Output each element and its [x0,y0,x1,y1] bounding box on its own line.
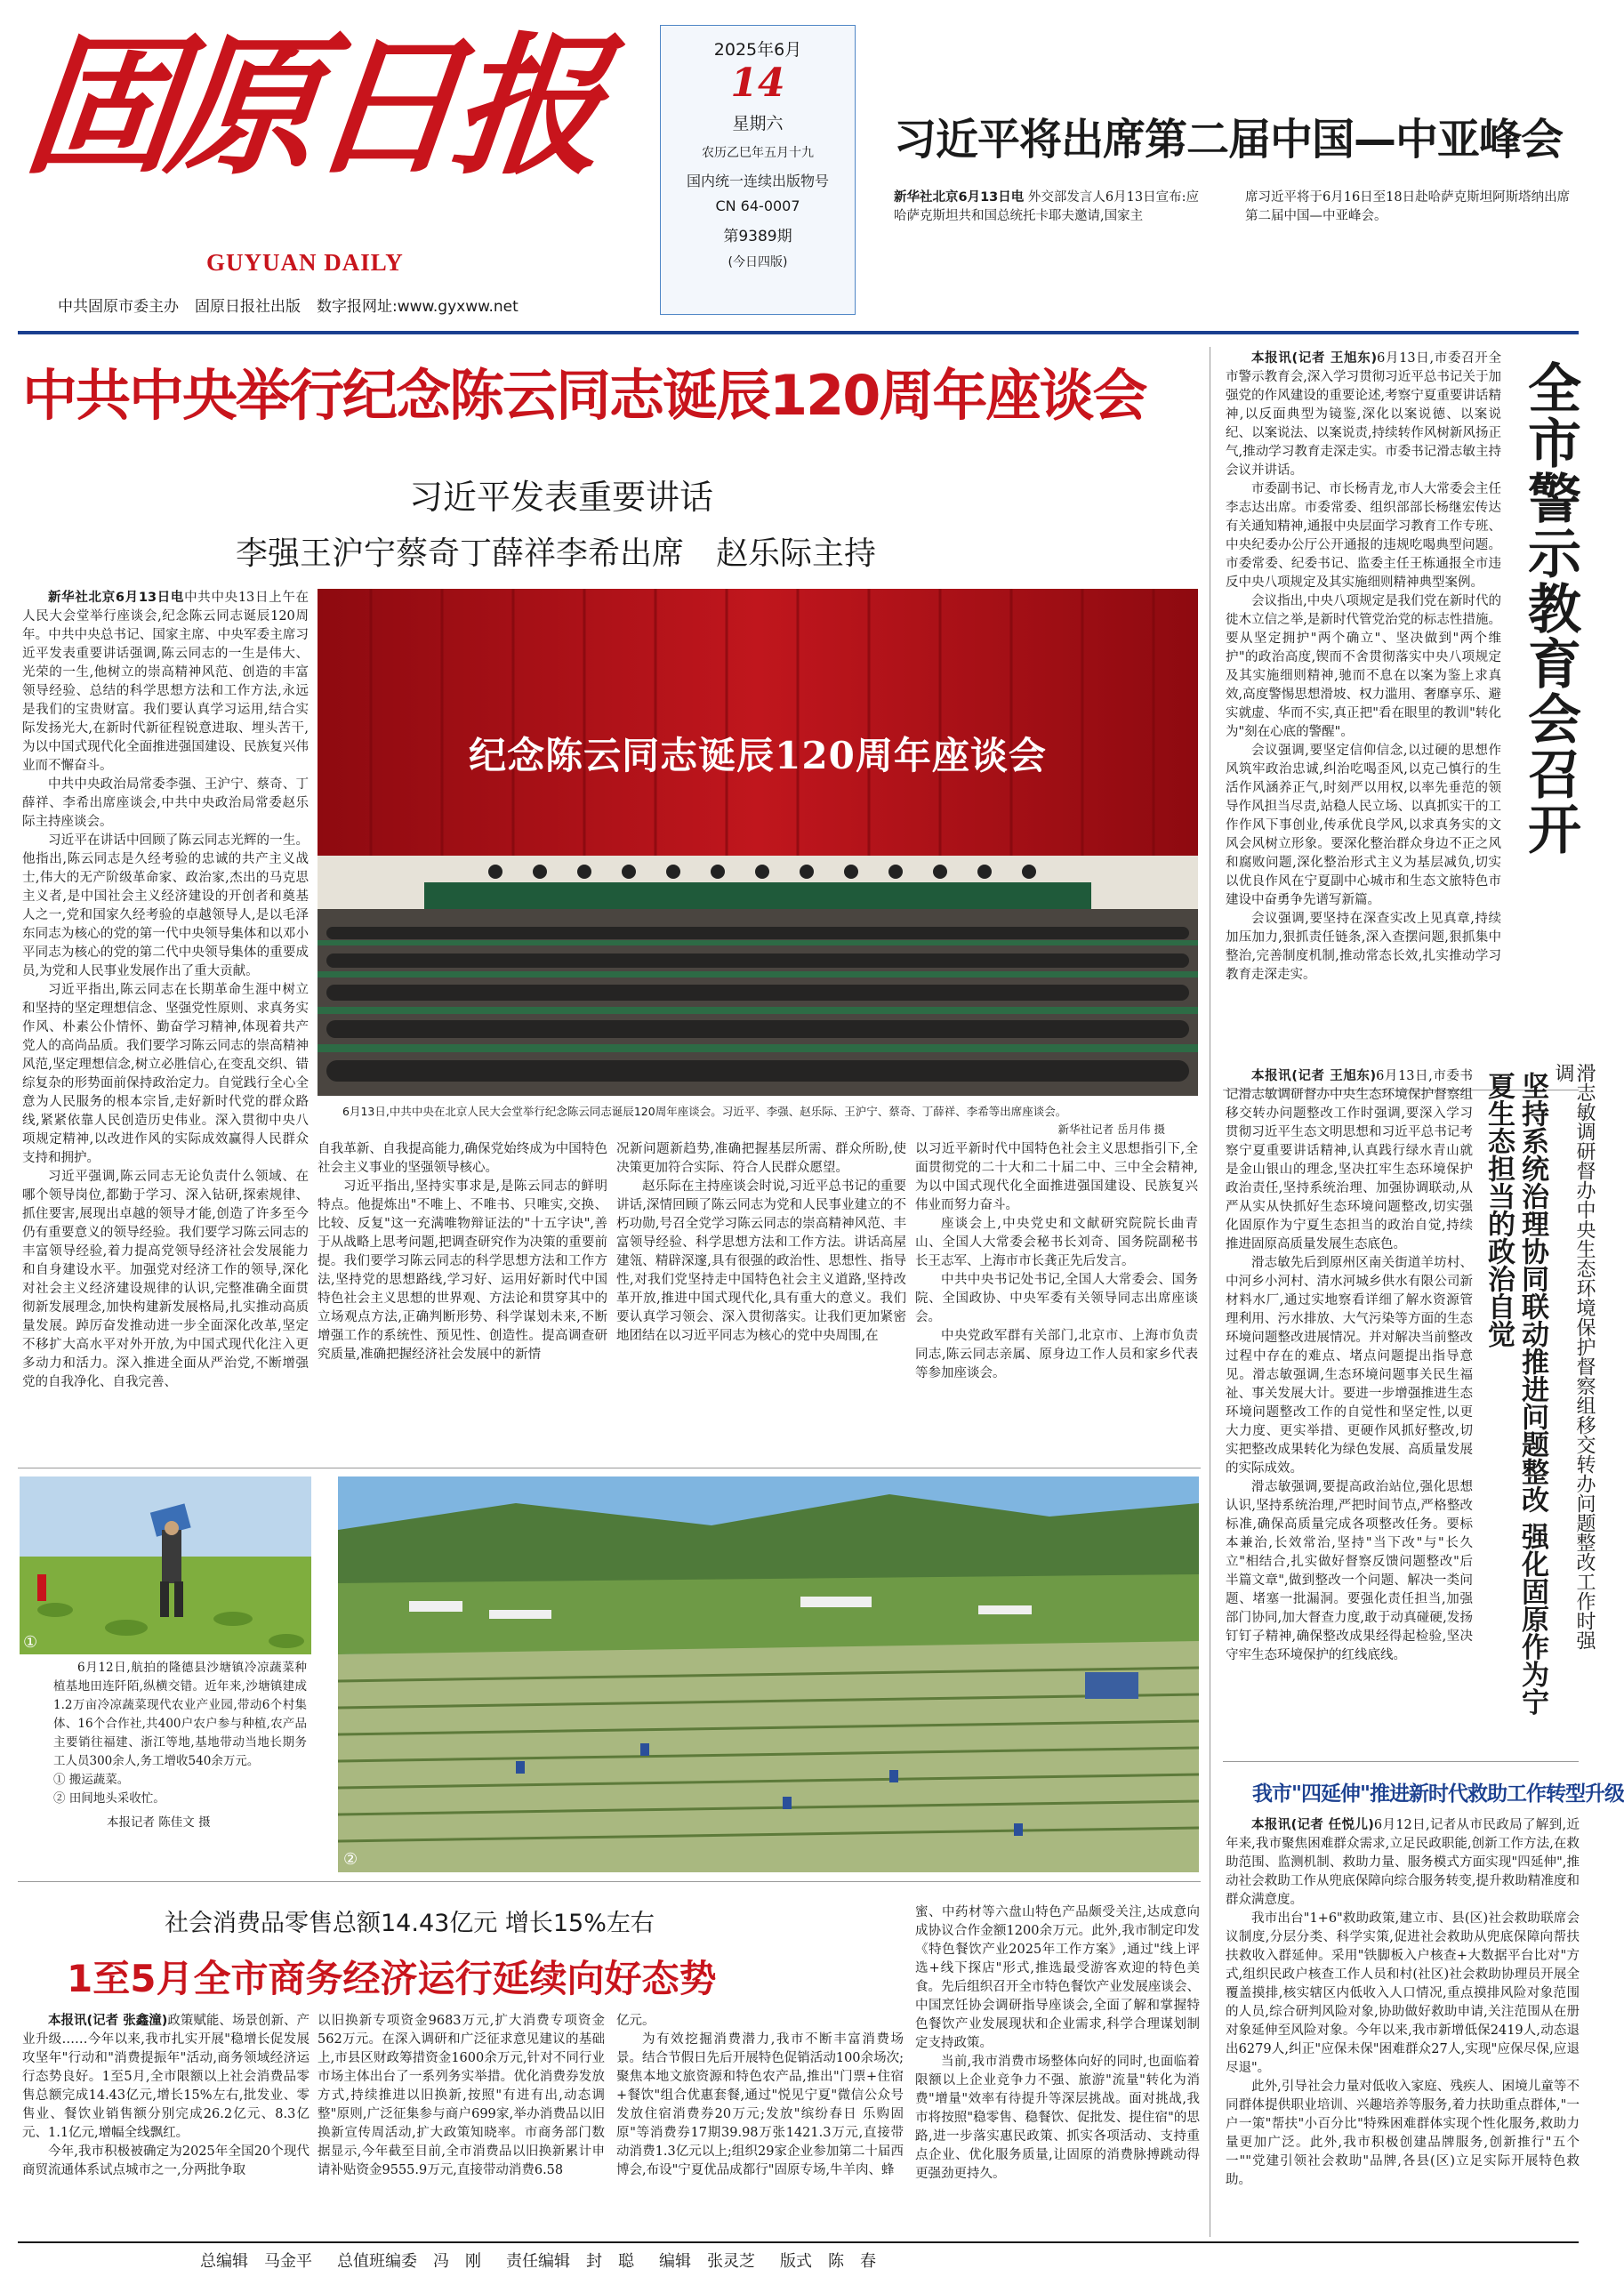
right-story-para: 市委副书记、市长杨青龙,市人大常委会主任李志达出席。市委常委、组织部部长杨继宏传达有关通知精神,通报中央层面学习教育工作专班、中央纪委办公厅公开通报的违规吃喝典型问题。市委常委、纪委书记、监委主任王栋通报全市违反中央八项规定及其实施细则精神典型案例。 [1226,482,1501,590]
english-name: GUYUAN DAILY [206,249,404,276]
photo-banner-text: 纪念陈云同志诞辰120周年座谈会 [469,734,1047,777]
bottom-story-para: 当前,我市消费市场整体向好的同时,也面临着限额以上企业竞争力不强、旅游"流量"转化为消费"增量"效率有待提升等深层挑战。面对挑战,我市将按照"稳零售、稳餐饮、促批发、提住宿"的思路,进一步落实惠民政策、抓实各项活动、支持重点企业、优化服务质量,让固原的消费脉搏跳动得更强劲更持久。 [915,2055,1200,2181]
main-story-para: 习近平指出,坚持实事求是,是陈云同志的鲜明特点。他提炼出"不唯上、不唯书、只唯实,交换、比较、反复"这一充满唯物辩证法的"十五字诀",善于从战略上思考问题,把调查研究作为决策的重要前提。我们要学习陈云同志的科学思想方法和工作方法,坚持党的思想路线,学习好、运用好新时代中国特色社会主义思想的世界观、方法论和贯穿其中的立场观点方法,正确判断形势、科学谋划未来,不断增强工作的系统性、预见性、创造性。提高调查研究质量,准确把握经济社会发展中的新情 [318,1179,607,1362]
date-box [660,25,856,315]
second-right-kicker: 滑志敏调研督办中央生态环境保护督察组移交转办问题整改工作时强调 [1552,1063,1596,1650]
footer-rule [18,2241,1579,2243]
main-story-source: 新华社北京6月13日电 [48,591,185,605]
right-story-para: 本报讯(记者 王旭东)6月13日,市委召开全市警示教育会,深入学习贯彻习近平总书记关于加强党的作风建设的重要论述,考察宁夏重要讲话精神,以反面典型为镜鉴,深化以案说德、以案说纪、以案说法、以案说责,持续转作风树新风扬正气,推动学习教育走深走实。市委书记滑志敏主持会议并讲话。 [1226,351,1501,478]
newspaper-logo: 固原日报 [17,18,606,196]
main-story-col1 [22,589,309,1389]
second-right-text [1226,1067,1473,1770]
top-news-headline[interactable]: 习近平将出席第二届中国—中亚峰会 [894,115,1564,165]
bottom-story-para: 亿元。 [616,2014,655,2028]
right-story-text [1226,350,1501,1083]
bottom-story-col1 [22,2012,310,2233]
date-weekday: 星期六 [732,114,784,133]
main-story-para: 自我革新、自我提高能力,确保党始终成为中国特色社会主义事业的坚强领导核心。 [318,1142,607,1175]
aerial-vegetable-field [338,1476,1199,1872]
bottom-story-para: 以旧换新专项资金9683万元,扩大消费专项资金562万元。在深入调研和广泛征求意见建议的基础上,市县区财政筹措资金1600余万元,针对不同行业市场主体出台了一系列务实举措。优化消费券发放方式,持续推进以旧换新,按照"有进有出,动态调整"原则,广泛征集参与商户699家,举办消费品以旧换新宣传周活动,扩大政策知晓率。市商务部门数据显示,今年截至目前,全市消费品以旧换新累计申请补贴资金9555.9万元,直接带动消费6.58 [318,2014,605,2177]
photo-caption-item-1: ① 搬运蔬菜。 [53,1773,130,1787]
photo-caption-item-2: ② 田间地头采收忙。 [53,1791,165,1806]
main-story-col2 [318,1140,607,1496]
footer-credit: 责任编辑 封 聪 [506,2252,634,2271]
date-issue: 第9389期 [723,228,792,245]
right-story-para: 会议指出,中央八项规定是我们党在新时代的徙木立信之举,是新时代管党治党的标志性措施。要从坚定拥护"两个确立"、坚决做到"两个维护"的政治高度,锲而不舍贯彻落实中央八项规定及其实施细则精神,驰而不息在以案为鉴上求真效,高度警惕思想滑坡、权力滥用、奢靡享乐、避实就虚、华而不实,真正把"看在眼里的教训"转化为"刻在心底的警醒"。 [1226,594,1501,739]
masthead-credits [58,294,627,316]
second-right-source: 本报讯(记者 王旭东) [1251,1069,1377,1083]
photo-credit: 本报记者 陈佳文 摄 [107,1815,211,1830]
farm-photo-2 [338,1476,1199,1872]
main-story-para: 以习近平新时代中国特色社会主义思想指引下,全面贯彻党的二十大和二十届二中、三中全会精神,为以中国式现代化全面推进强国建设、民族复兴伟业而努力奋斗。 [915,1142,1198,1212]
masthead [0,0,1593,329]
second-right-para: 滑志敏先后到原州区南关街道羊坊村、中河乡小河村、清水河城乡供水有限公司新材料水厂,通过实地察看详细了解水资源管理利用、污水排放、大气污染等方面的生态环境问题整改进展情况。并对解决当前整改过程中存在的难点、堵点问题提出指导意见。滑志敏强调,生态环境问题事关民生福祉、事关发展大计。要进一步增强推进生态环境问题整改工作的自觉性和坚定性,以更大力度、更实举措、更硬作风抓好整改,切实把整改成果转化为绿色发展、高质量发展的实际成效。 [1226,1256,1473,1476]
main-story-para: 座谈会上,中央党史和文献研究院院长曲青山、全国人大常委会秘书长刘奇、国务院副秘书长王志军、上海市市长龚正先后发言。 [915,1217,1198,1268]
publisher: 固原日报社出版 [195,298,301,316]
footer-credit: 总值班编委 冯 刚 [337,2252,481,2271]
third-right-para: 此外,引导社会力量对低收入家庭、残疾人、困境儿童等不同群体提供职业培训、兴趣培养等服务,着力扶助重点群体,"一户一策"帮扶"小百分比"特殊困难群体实现个性化服务,救助力量更加广泛。此外,我市积极创建品牌服务,创新推行"五个一""党建引领社会救助"品牌,各县(区)立足实际开展特色救助。 [1226,2080,1580,2187]
main-story-para: 况新问题新趋势,准确把握基层所需、群众所盼,使决策更加符合实际、符合人民群众愿望。 [616,1142,906,1175]
date-pages: (今日四版) [728,255,788,270]
second-right-para: 本报讯(记者 王旭东)6月13日,市委书记滑志敏调研督办中央生态环境保护督察组移交转办问题整改工作时强调,要深入学习贯彻习近平生态文明思想和习近平总书记考察宁夏重要讲话精神,认真践行绿水青山就是金山银山的理念,坚决扛牢生态环境保护政治责任,坚持系统治理、加强协调联动,从严从实从快抓好生态环境问题整改,切实强化固原作为宁夏生态担当的政治自觉,持续推进固原高质量发展生态底色。 [1226,1069,1473,1251]
main-story-col4 [915,1140,1198,1496]
footer-credit: 版式 陈 春 [780,2252,876,2271]
top-news-lead [894,189,1205,226]
main-subheadline-2: 李强王沪宁蔡奇丁薛祥李希出席 赵乐际主持 [236,535,877,572]
top-news-lead-cont: 席习近平将于6月16日至18日赴哈萨克斯坦阿斯塔纳出席第二届中国—中亚峰会。 [1245,190,1571,223]
divider [1223,1761,1579,1762]
photo-caption-text: 6月12日,航拍的隆德县沙塘镇冷凉蔬菜种植基地田连阡陌,纵横交错。近年来,沙塘镇建成1.2万亩冷凉蔬菜现代农业产业园,带动6个村集体、16个合作社,共400户农户参与种植,农产品主要销往福建、浙江等地,基地带动当地长期务工人员300余人,务工增收540余万元。 [53,1661,307,1768]
main-story-para: 中共中央政治局常委李强、王沪宁、蔡奇、丁薛祥、李希出席座谈会,中共中央政治局常委赵乐际主持座谈会。 [22,777,309,829]
bottom-story-col3 [616,2012,904,2233]
main-photo-caption-text: 6月13日,中共中央在北京人民大会堂举行纪念陈云同志诞辰120周年座谈会。习近平、李强、赵乐际、王沪宁、蔡奇、丁薛祥、李希等出席座谈会。 [342,1105,1067,1118]
farm-photo-1-caption [53,1659,307,1832]
footer-credit: 总编辑 马金平 [200,2252,312,2271]
main-story-col3 [616,1140,906,1496]
right-story-source: 本报讯(记者 王旭东) [1251,351,1378,366]
bottom-story-para: 蜜、中药材等六盘山特色产品颇受关注,达成意向成协议合作金额1200余万元。此外,我市制定印发《特色餐饮产业2025年工作方案》,通过"线上评选+线下探店"形式,推选最受游客欢迎的特色美食。先后组织召开全市特色餐饮产业发展座谈会、中国烹饪协会调研指导座谈会,全面了解和掌握特色餐饮产业发展现状和企业需求,科学合理谋划制定支持政策。 [915,1905,1200,2050]
website[interactable]: 数字报网址:www.gyxww.net [317,298,519,316]
footer-credits [200,2249,1445,2272]
bottom-kicker: 社会消费品零售总额14.43亿元 增长15%左右 [165,1910,655,1937]
date-lunar: 农历乙巳年五月十九 [702,146,814,160]
bottom-story-para: 本报讯(记者 张鑫潼)政策赋能、场景创新、产业升级……今年以来,我市扎实开展"稳增长促发展攻坚年"行动和"消费提振年"活动,商务领域经济运行态势良好。1至5月,全市限额以上社会消费品零售总额完成14.43亿元,增长15%左右,批发业、零售业、餐饮业销售额分别完成26.2亿元、8.3亿元、1.1亿元,增幅全线飘红。 [22,2014,310,2140]
right-story-para: 会议强调,要坚持在深查实改上见真章,持续加压加力,狠抓责任链条,深入查摆问题,狠抓集中整治,完善制度机制,推动常态长效,扎实推动学习教育走深走实。 [1226,912,1501,982]
farmer-carrying-vegetables [20,1476,311,1654]
third-right-text [1226,1816,1580,2234]
main-photo-credit: 新华社记者 岳月伟 摄 [1057,1122,1165,1136]
date-issn-label: 国内统一连续出版物号 [686,173,829,189]
second-right-para: 滑志敏强调,要提高政治站位,强化思想认识,坚持系统治理,严把时间节点,严格整改标准,确保高质量完成各项整改任务。要标本兼治,长效常治,坚持"当下改"与"长久立"相结合,扎实做好督察反馈问题整改"后半篇文章",做到整改一个问题、解决一类问题、堵塞一批漏洞。要强化责任担当,加强部门协同,加大督查力度,敢于动真碰硬,发扬钉钉子精神,确保整改成果经得起检验,坚决守牢生态环境保护的红线底线。 [1226,1480,1473,1662]
top-news-source: 新华社北京6月13日电 [894,190,1025,205]
right-story-para: 会议强调,要坚定信仰信念,以过硬的思想作风筑牢政治忠诚,纠治吃喝歪风,以克己慎行的生活作风涵养正气,时刻严以用权,以率先垂范的领导作风担当尽责,站稳人民立场、以真抓实干的工作作风下事创业,传承优良学风,以求真务实的文风会风树立形象。要深化整治群众身边不正之风和腐败问题,深化整治形式主义为基层减负,切实以优良作风在宁夏副中心城市和生态文旅特色市建设中奋勇争先谱写新篇。 [1226,744,1501,907]
main-story-para: 习近平指出,陈云同志在长期革命生涯中树立和坚持的坚定理想信念、坚强党性原则、求真务实作风、朴素公仆情怀、勤奋学习精神,体现着共产党人的高尚品质。我们要学习陈云同志的崇高精神风范,坚定理想信念,树立必胜信心,在变乱交织、错综复杂的形势面前保持政治定力。自觉践行全心全意为人民服务的根本宗旨,走好新时代党的群众路线,紧紧依靠人民创造历史伟业。深入贯彻中央八项规定精神,以改进作风的实际成效赢得人民群众支持和拥护。 [22,983,309,1165]
date-cn: CN 64-0007 [715,197,800,214]
photo-number-2: ② [343,1850,358,1869]
bottom-story-col4 [915,1903,1200,2233]
top-news-lead-text: 外交部发言人6月13日宣布:应哈萨克斯坦共和国总统托卡耶夫邀请,国家主 [894,190,1199,223]
third-right-para: 我市出台"1+6"救助政策,建立市、县(区)社会救助联席会议制度,分层分类、科学实策,促进社会救助从兜底保障向帮扶扶救收入群延伸。采用"铁脚板入户核查+大数据平台比对"方式,组织民政户核查工作人员和村(社区)社会救助协理员开展全覆盖摸排,核实辖区内低收入人口情况,重点摸排风险对象范围的人员,综合研判风险对象,协助做好救助申请,关注范围从在册对象延伸至风险对象。今年以来,我市新增低保2419人,动态退出6279人,纠正"应保未保"困难群众27人,实现"应保尽保,应退尽退"。 [1226,1911,1580,2075]
main-story-para: 习近平强调,陈云同志无论负责什么领域、在哪个领导岗位,都勤于学习、深入钻研,探索规律、抓住要害,展现出卓越的领导才能,创造了许多至今仍有重要意义的领导经验。我们要学习陈云同志的丰富领导经验,着力提高党领导经济社会发展能力和自身建设水平。加强党对经济工作的领导,深化对社会主义经济建设规律的认识,完整准确全面贯彻新发展理念,加快构建新发展格局,扎实推动高质量发展。踔厉奋发推动进一步全面深化改革,坚定不移扩大高水平对外开放,为中国式现代化注入更多动力和活力。深入推进全面从严治党,不断增强党的自我净化、自我完善、 [22,1170,309,1389]
main-photo-caption [342,1103,1192,1138]
main-photo [318,589,1198,1096]
photo-number-1: ① [23,1633,38,1652]
second-right-headline[interactable]: 坚持系统治理协同联动推进问题整改 强化固原作为宁夏生态担当的政治自觉 [1483,1072,1548,1716]
bottom-story-source: 本报讯(记者 张鑫潼) [48,2014,168,2028]
third-right-source: 本报讯(记者 任悦儿) [1251,1818,1374,1832]
main-story-para: 习近平在讲话中回顾了陈云同志光辉的一生。他指出,陈云同志是久经考验的忠诚的共产主义战士,伟大的无产阶级革命家、政治家,杰出的马克思主义者,是中国社会主义经济建设的开创者和奠基人之一,党和国家久经考验的卓越领导人,是以毛泽东同志为核心的党的第一代中央领导集体和以邓小平同志为核心的党的第二代中央领导集体的重要成员,为党和人民事业发展作出了重大贡献。 [22,833,309,978]
main-story-para: 中共中央书记处书记,全国人大常委会、国务院、全国政协、中央军委有关领导同志出席座谈会。 [915,1273,1198,1324]
third-right-para: 本报讯(记者 任悦儿)6月12日,记者从市民政局了解到,近年来,我市聚焦困难群众需求,立足民政职能,创新工作方法,在救助范围、监测机制、救助力量、服务模式方面实现"四延伸",推动社会救助工作从兜底保障向综合服务转变,提升救助精准度和群众满意度。 [1226,1818,1580,1907]
third-right-headline[interactable]: 我市"四延伸"推进新时代救助工作转型升级 [1252,1782,1624,1806]
date-year-month: 2025年6月 [713,40,802,60]
bottom-story-col2 [318,2012,605,2233]
masthead-rule [18,331,1579,334]
main-subheadline-1: 习近平发表重要讲话 [409,478,714,517]
right-story-headline[interactable]: 全市警示教育会召开 [1519,360,1581,857]
footer-credit: 编辑 张灵芝 [659,2252,755,2271]
sponsor: 中共固原市委主办 [58,298,179,316]
divider [18,1881,1201,1882]
main-headline[interactable]: 中共中央举行纪念陈云同志诞辰120周年座谈会 [22,363,1146,428]
conference-scene [318,589,1198,1096]
farm-photo-1 [20,1476,311,1654]
bottom-story-para: 为有效挖掘消费潜力,我市不断丰富消费场景。结合节假日先后开展特色促销活动100余场次;聚焦本地文旅资源和特色农产品,推出"门票+住宿+餐饮"组合优惠套餐,通过"悦见宁夏"微信公众号发放住宿消费券20万元;发放"缤纷春日 乐购固原"等消费券17期39.98万张1421.3万元,直接带动消费1.3亿元以上;组织29家企业参加第二十届西博会,布设"宁夏优品成都行"固原专场,牛羊肉、蜂 [616,2032,904,2177]
bottom-headline[interactable]: 1至5月全市商务经济运行延续向好态势 [67,1957,717,2000]
main-story-para: 中央党政军群有关部门,北京市、上海市负责同志,陈云同志亲属、原身边工作人员和家乡代表等参加座谈会。 [915,1329,1198,1380]
date-day: 14 [730,60,785,106]
main-story-para: 新华社北京6月13日电中共中央13日上午在人民大会堂举行座谈会,纪念陈云同志诞辰120周年。中共中央总书记、国家主席、中央军委主席习近平发表重要讲话强调,陈云同志的一生是伟大、光荣的一生,他树立的崇高精神风范、创造的丰富领导经验、总结的科学思想方法和工作方法,永远是我们的宝贵财富。我们要认真学习运用,结合实际发扬光大,在新时代新征程锐意进取、埋头苦干,为以中国式现代化全面推进强国建设、民族复兴伟业而不懈奋斗。 [22,591,309,773]
bottom-story-para: 今年,我市积极被确定为2025年全国20个现代商贸流通体系试点城市之一,分两批争取 [22,2144,310,2177]
main-story-para: 赵乐际在主持座谈会时说,习近平总书记的重要讲话,深情回顾了陈云同志为党和人民事业建立的不朽功勋,号召全党学习陈云同志的崇高精神风范、丰富领导经验、科学思想方法和工作方法。讲话高屋建瓴、精辟深邃,具有很强的政治性、思想性、指导性,对我们党坚持走中国特色社会主义道路,坚持改革开放,推进中国式现代化,具有重大的意义。我们要认真学习领会、深入贯彻落实。让我们更加紧密地团结在以习近平同志为核心的党中央周围,在 [616,1179,906,1343]
